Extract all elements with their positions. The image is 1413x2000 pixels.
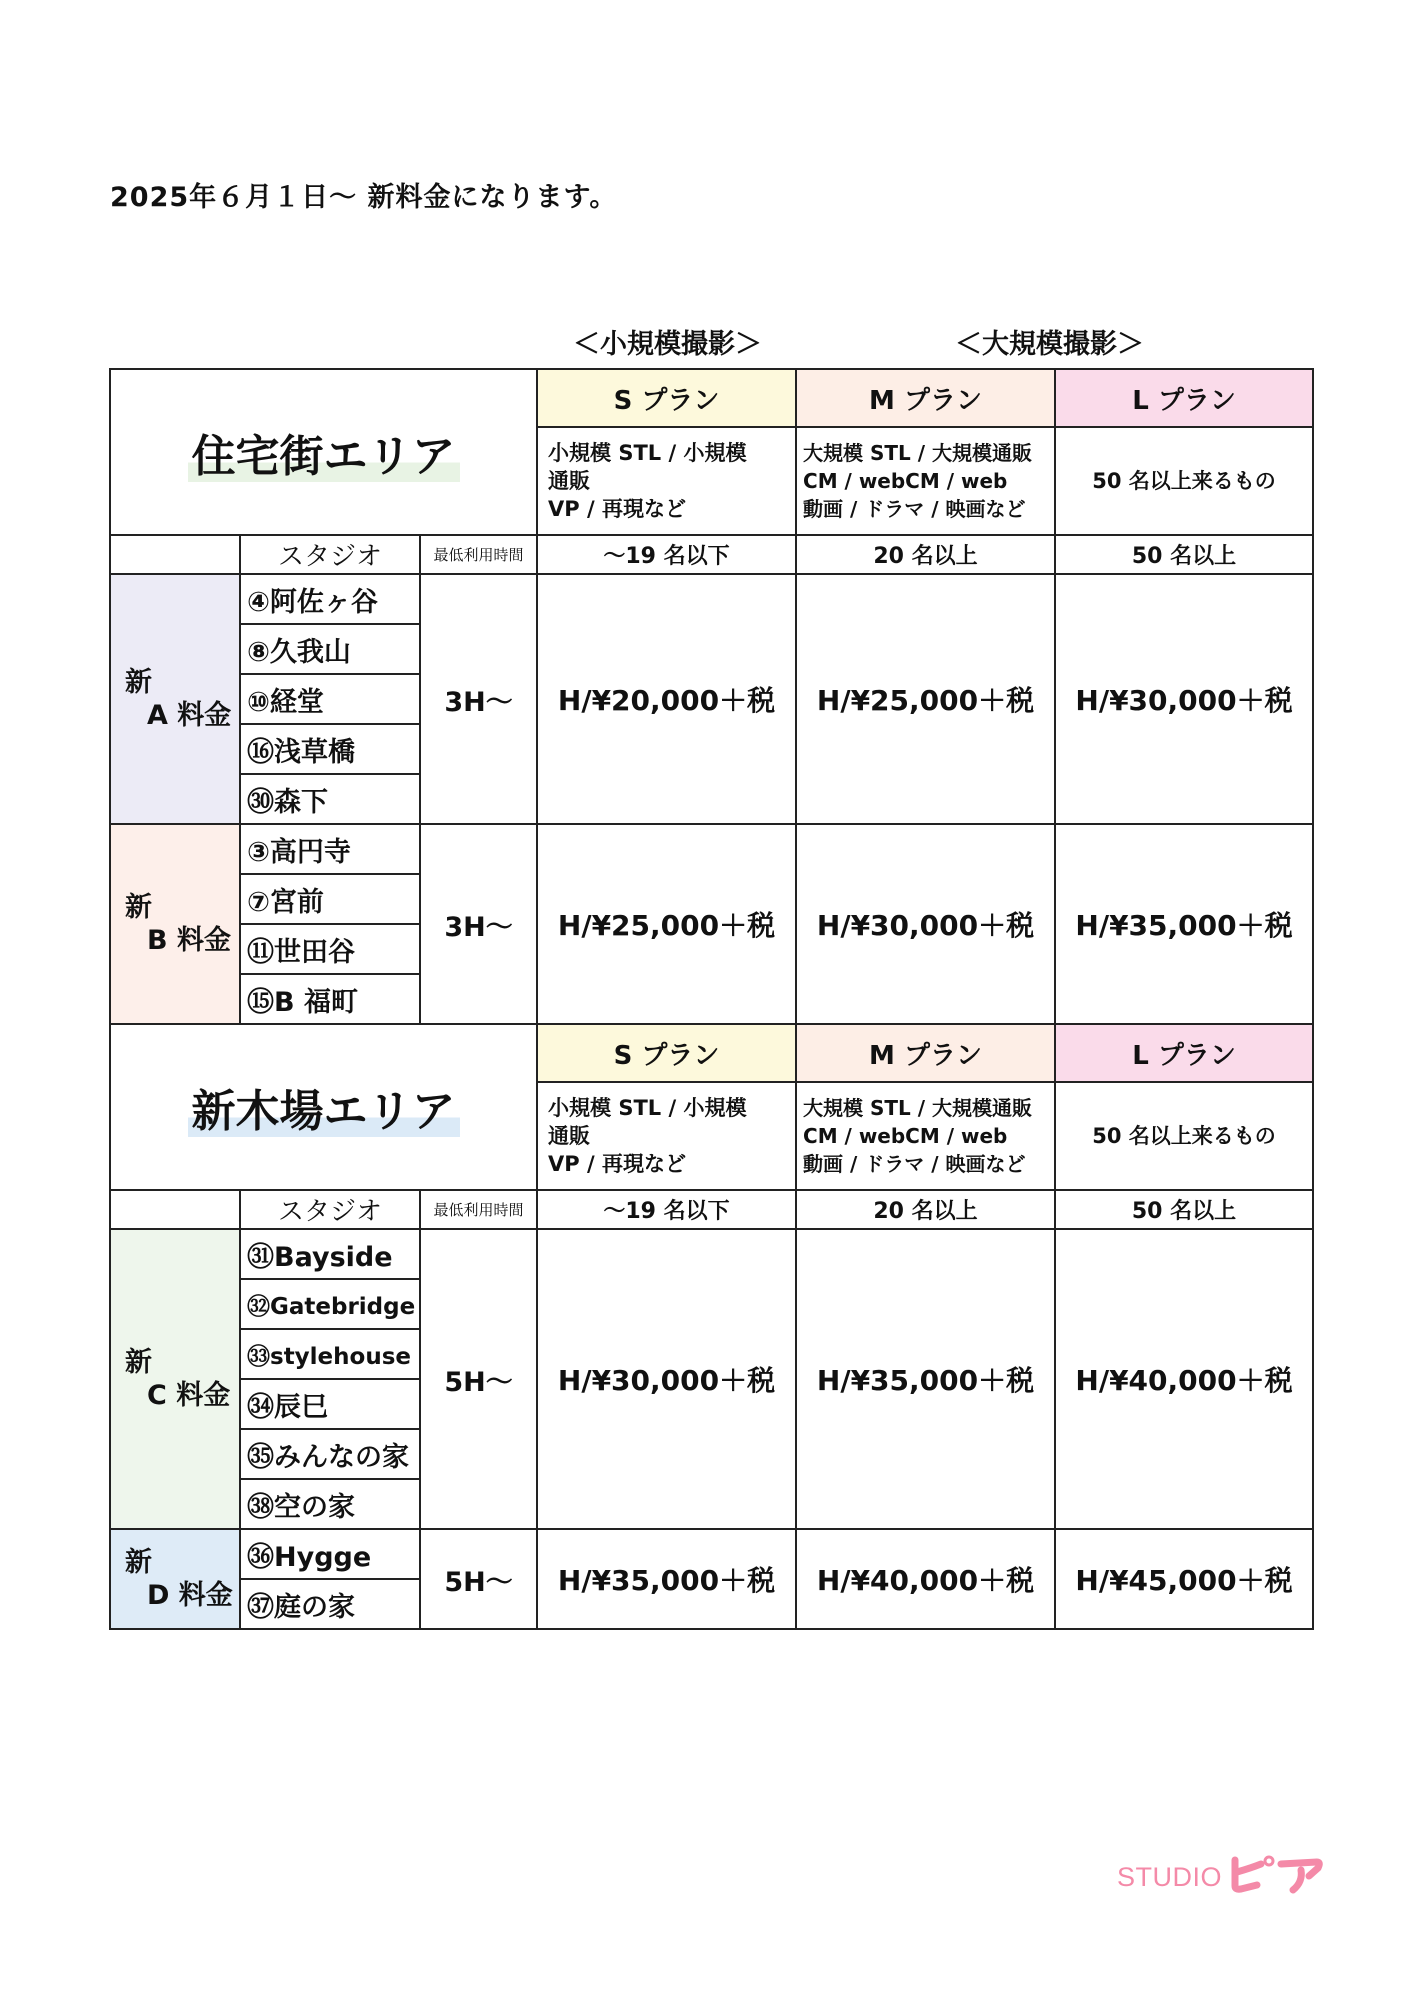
studio-name: ⑪世田谷 [240, 924, 420, 974]
min-time: 3H〜 [420, 824, 537, 1024]
s-plan-header: S プラン [537, 369, 796, 427]
studio-name: ⑯浅草橋 [240, 724, 420, 774]
area-header-row [110, 1024, 1313, 1082]
m-count: 20 名以上 [796, 535, 1055, 574]
l-count: 50 名以上 [1055, 535, 1313, 574]
m-price: H/¥35,000＋税 [796, 1229, 1055, 1529]
studio-name: ④阿佐ヶ谷 [240, 574, 420, 624]
l-price: H/¥40,000＋税 [1055, 1229, 1313, 1529]
studio-name: ㊳空の家 [240, 1479, 420, 1529]
min-time-header: 最低利用時間 [420, 1190, 537, 1229]
min-time: 3H〜 [420, 574, 537, 824]
pricing-table [109, 368, 1314, 1630]
empty-cell [110, 1190, 240, 1229]
studio-name: ㉟みんなの家 [240, 1429, 420, 1479]
studio-name: ③高円寺 [240, 824, 420, 874]
m-plan-header: M プラン [796, 1024, 1055, 1082]
area-title: 住宅街エリア [110, 369, 537, 535]
studio-logo [1117, 1852, 1327, 1896]
l-plan-desc: 50 名以上来るもの [1055, 427, 1313, 535]
s-price: H/¥35,000＋税 [537, 1529, 796, 1629]
l-price: H/¥30,000＋税 [1055, 574, 1313, 824]
area-title: 新木場エリア [110, 1024, 537, 1190]
table-row [110, 1229, 1313, 1279]
s-plan-desc: 小規模 STL / 小規模 通販 VP / 再現など [537, 1082, 796, 1190]
small-shoot-label: ＜小規模撮影＞ [573, 329, 762, 360]
logo-text: STUDIO [1117, 1862, 1223, 1892]
studio-name: ㉚森下 [240, 774, 420, 824]
tier-label-a: 新 A 料金 [110, 574, 240, 824]
s-count: 〜19 名以下 [537, 1190, 796, 1229]
table-row [110, 824, 1313, 874]
m-count: 20 名以上 [796, 1190, 1055, 1229]
table-row [110, 1529, 1313, 1579]
studio-name: ⑦宮前 [240, 874, 420, 924]
column-header-row [110, 1190, 1313, 1229]
s-price: H/¥30,000＋税 [537, 1229, 796, 1529]
m-plan-header: M プラン [796, 369, 1055, 427]
empty-cell [110, 535, 240, 574]
m-price: H/¥30,000＋税 [796, 824, 1055, 1024]
m-plan-desc: 大規模 STL / 大規模通販 CM / webCM / web 動画 / ドラマ / 映画など [796, 427, 1055, 535]
studio-name: ㉞辰巳 [240, 1379, 420, 1429]
tier-label-c: 新 C 料金 [110, 1229, 240, 1529]
area-header-row [110, 369, 1313, 427]
studio-name: ㉝stylehouse [240, 1329, 420, 1379]
notice-heading: 2025年６月１日〜 新料金になります。 [110, 182, 618, 213]
studio-name: ㉜Gatebridge [240, 1279, 420, 1329]
tier-label-d: 新 D 料金 [110, 1529, 240, 1629]
pia-logo-mark-icon [1227, 1852, 1327, 1896]
l-plan-header: L プラン [1055, 369, 1313, 427]
l-plan-header: L プラン [1055, 1024, 1313, 1082]
m-price: H/¥40,000＋税 [796, 1529, 1055, 1629]
studio-name: ㊱Hygge [240, 1529, 420, 1579]
studio-header: スタジオ [240, 1190, 420, 1229]
l-price: H/¥35,000＋税 [1055, 824, 1313, 1024]
tier-label-b: 新 B 料金 [110, 824, 240, 1024]
s-count: 〜19 名以下 [537, 535, 796, 574]
s-price: H/¥20,000＋税 [537, 574, 796, 824]
l-price: H/¥45,000＋税 [1055, 1529, 1313, 1629]
min-time-header: 最低利用時間 [420, 535, 537, 574]
studio-name: ⑩経堂 [240, 674, 420, 724]
studio-header: スタジオ [240, 535, 420, 574]
studio-name: ⑧久我山 [240, 624, 420, 674]
m-price: H/¥25,000＋税 [796, 574, 1055, 824]
studio-name: ㉛Bayside [240, 1229, 420, 1279]
studio-name: ⑮B 福町 [240, 974, 420, 1024]
large-shoot-label: ＜大規模撮影＞ [955, 329, 1144, 360]
column-header-row [110, 535, 1313, 574]
l-count: 50 名以上 [1055, 1190, 1313, 1229]
s-plan-desc: 小規模 STL / 小規模 通販 VP / 再現など [537, 427, 796, 535]
table-row [110, 574, 1313, 624]
min-time: 5H〜 [420, 1529, 537, 1629]
min-time: 5H〜 [420, 1229, 537, 1529]
s-plan-header: S プラン [537, 1024, 796, 1082]
s-price: H/¥25,000＋税 [537, 824, 796, 1024]
l-plan-desc: 50 名以上来るもの [1055, 1082, 1313, 1190]
studio-name: ㊲庭の家 [240, 1579, 420, 1629]
m-plan-desc: 大規模 STL / 大規模通販 CM / webCM / web 動画 / ドラマ / 映画など [796, 1082, 1055, 1190]
